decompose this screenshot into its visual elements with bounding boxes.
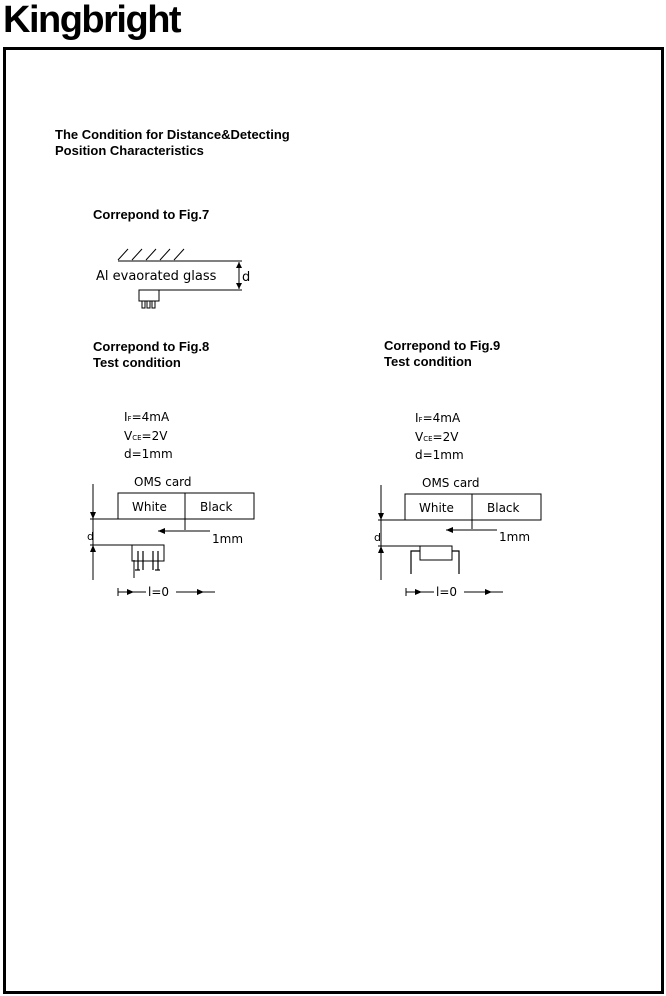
fig9-card-label: OMS card — [422, 476, 480, 490]
heading-line-1: The Condition for Distance&Detecting — [55, 127, 290, 142]
fig9-cond-if: IF=4mA — [415, 411, 461, 425]
fig8-l-label: l=0 — [148, 585, 170, 599]
fig9-subcaption: Test condition — [384, 354, 472, 369]
fig9-caption: Correpond to Fig.9 — [384, 338, 501, 353]
heading-line-2: Position Characteristics — [55, 143, 204, 158]
fig9-l-label: l=0 — [436, 585, 458, 599]
fig9-sensor-body — [420, 546, 452, 560]
fig8-black-label: Black — [200, 500, 233, 514]
fig9-l-arrowhead-left — [415, 589, 422, 595]
fig9-d-arrowhead-bottom — [378, 546, 384, 553]
fig8-1mm-label: 1mm — [212, 532, 244, 546]
fig7-glass-label: Al evaorated glass — [96, 269, 217, 284]
fig8-white-label: White — [132, 500, 167, 514]
fig8-card-label: OMS card — [134, 475, 192, 489]
fig9-cond-vce: VCE=2V — [415, 430, 459, 444]
fig9-l-arrowhead-right — [485, 589, 492, 595]
fig9-1mm-label: 1mm — [499, 530, 531, 544]
fig7-d-label: d — [242, 270, 251, 285]
fig9-white-label: White — [419, 501, 454, 515]
fig8-cond-if: IF=4mA — [124, 410, 170, 424]
fig9-black-label: Black — [487, 501, 520, 515]
fig7-caption: Correpond to Fig.7 — [93, 207, 210, 222]
kingbright-logo: Kingbright — [3, 0, 181, 41]
fig8-caption: Correpond to Fig.8 — [93, 339, 210, 354]
fig9-d-label: d — [374, 531, 381, 544]
fig9-cond-d: d=1mm — [415, 448, 464, 462]
fig8-d-label: d — [87, 530, 94, 543]
fig8-cond-vce: VCE=2V — [124, 429, 168, 443]
fig8-subcaption: Test condition — [93, 355, 181, 370]
fig9-1mm-arrowhead — [446, 527, 453, 533]
fig8-cond-d: d=1mm — [124, 447, 173, 461]
fig9-d-arrowhead-top — [378, 513, 384, 520]
